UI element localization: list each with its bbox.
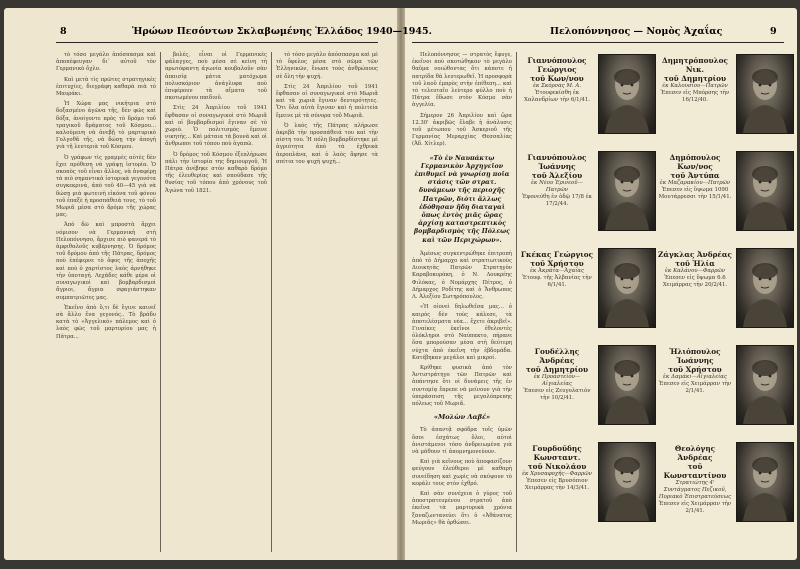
fallen-entry-text bbox=[658, 347, 732, 395]
paragraph: Ἀμέσως συγκεντρώθηκε ἐπιτροπὴ ἀπὸ τὸ Δήμαρχο καὶ στρατιωτικοὺς Διοικητὰς Πατρῶν Στρατηγὸν Καραβοκυράκη, ὁ Ν. Λουκρέης Φιλόκας, ὁ Νομάρχης Πέτρος, ὁ Δήμαρχος Ροδίτης καὶ ὁ Ἄνθρωπος Λ. Ἀλεξίου Σωτηρόπουλος. bbox=[412, 250, 512, 301]
fallen-parent: τοῦ Ἀντύπα bbox=[670, 171, 720, 180]
book-spine bbox=[397, 8, 405, 560]
right-header-rule bbox=[412, 42, 784, 43]
left-page-number: 8 bbox=[60, 26, 67, 37]
fallen-entry bbox=[658, 440, 794, 524]
fallen-parent: τοῦ Χρήστου bbox=[668, 365, 722, 374]
fallen-origin: ἐκ Ἀκράτα—Ἀχαΐας bbox=[530, 268, 584, 274]
soldier-portrait-photo bbox=[736, 151, 794, 231]
fallen-name: Δημητρόπουλος Νικ. bbox=[662, 56, 728, 74]
fallen-origin: ἐκ Δαμάκι—Αἰγιαλείας bbox=[663, 374, 727, 380]
portrait-silhouette-icon bbox=[737, 55, 793, 133]
fallen-entry-text bbox=[520, 347, 594, 402]
paragraph: Ἀπὸ δῶ καὶ μπροστὰ ἄρχει νόμισον νὰ Γερμανικὴ στὴ Πελοπόννησο, ἄρχισε πιὸ φανερά τὸ ἀμφιθαλοῦς κυβέρνησης. Ὁ δρόμος τοῦ δρόμου ἀπὸ τῆς Πάτρας, δρόμος ποὺ ἐπέφερνε τὸ ὄφος τῆς ἀποχῆς καὶ ποὺ ὁ χαρτὶστος λαὸς ἀρνήθηκε τὴν ὑποταγή. Λεχάδες κάθε μέρα οἱ συναγωγικοὶ καὶ βομβαρδισμοὶ ἄγριοι, ἄγρια σφαγιάστηκαν συμπατριῶτες μας. bbox=[56, 222, 156, 301]
portrait-silhouette-icon bbox=[599, 249, 655, 327]
fallen-entry-text bbox=[658, 153, 732, 201]
right-article-column bbox=[412, 52, 512, 530]
fallen-origin: ἐκ Καλάνου—Φαρρῶν bbox=[664, 268, 726, 274]
fallen-died: Ἐτουφ. τῆς Ἀλβανίας τὴν 6/1/41. bbox=[522, 275, 592, 288]
left-column-1 bbox=[56, 52, 156, 344]
fallen-died: Ἐπεσεν εἰς Ζευγολατιὸν τὴν 10/2/41. bbox=[523, 388, 591, 401]
fallen-name: Γκέκας Γεώργιος bbox=[520, 250, 594, 259]
fallen-name: Θεολόγης Ἀνδρέας bbox=[674, 444, 716, 462]
fallen-parent: τοῦ Δημητρίου bbox=[525, 365, 589, 374]
paragraph: Καὶ γιὰ κεῖνους ποὺ ἀποφασίζουν φεύγουν ἐλεύθεροι μὲ καθαρὴ συνείδηση καὶ χωρὶς νὰ σκύψουν τὸ κεφάλι τους στὸν ἐχθρό. bbox=[412, 459, 512, 487]
fallen-died: Ἐφονεύθη ἐν ὁδῷ 17/8 ἐκ 17/2/44. bbox=[522, 194, 592, 207]
right-header-title: Πελοπόννησος — Νομὸς Ἀχαΐας bbox=[550, 26, 723, 37]
soldier-portrait-photo bbox=[736, 442, 794, 522]
soldier-portrait-photo bbox=[736, 248, 794, 328]
fallen-parent: τοῦ Ἠλία bbox=[675, 259, 715, 268]
paragraph: Ἡ Χώρα μας νικήτρια στὸ δοξασμένο ἀγῶνα τῆς, δὲν φῶς καὶ δόξα, ἀνοίγοντε πρὸς τὸ δρόμο τοῦ τραγικοῦ δράματος τοῦ Κόσμου... καλούμενη νὰ ἀνεβῇ τὸ μαρτυρικὸ Γολγοθᾶ τῆς, νὰ δώσῃ τὴν ἀπογὴ γιὰ τῆ λευτεριὰ τοῦ Κόσμου. bbox=[56, 101, 156, 151]
soldier-portrait-photo bbox=[598, 345, 656, 425]
fallen-entry-text bbox=[520, 444, 594, 492]
paragraph: Πελοπόννησος — στρατὸς ἔφυγε, ἐκεῖνοι ποὺ σκοτώθηκαν τὸ μεγάλο θαῦμα νοιώθοντας ὅτι κάποτε ἡ πατρίδα θὰ λευτερωθεῖ. Ἡ προσφορὰ τοῦ λαοῦ ἐμπρὸς στὴν ἐπίθεση... καὶ τὸ τελευταῖο λεύτερο φύλλο ποὺ ἡ Πάτρα ἔδωσε στὸν Κόσμο σὰν ἀγγελία. bbox=[412, 52, 512, 109]
portrait-silhouette-icon bbox=[599, 55, 655, 133]
fallen-parent: τοῦ Ἀλεξίου bbox=[531, 171, 583, 180]
paragraph: Κρίθηκε φυσικὰ ἀπὸ τὸν Ἀντιστράτηγο τῶν Πατρῶν καὶ ἀπάντησε ὅτι οἱ δυνάμεις τῆς ἐν συντομίᾳ ἔπρεπε νὰ μείνουν γιὰ τὴν ὑπεράσπιση τῆς μεγαλόπρεπης πόλεως τοῦ Μωριᾶ. bbox=[412, 364, 512, 407]
soldier-portrait-photo bbox=[736, 54, 794, 134]
fallen-died: Ἐπεσεν εἰς ὕψωμα 6.6 Χειμάρρας τὴν 20/2/41. bbox=[662, 275, 728, 288]
paragraph: Καὶ σὰν συνέχεια ὁ γύρος τοῦ ἀποστρατευμένου στρατοῦ ἀπὸ ἐκεῖνα τὰ μαρτυρικὰ χρόνια ξαναζωντανεύει ὅτι ὁ «Ἀθάνατος Μωριᾶς» θὰ ὀρθώσει. bbox=[412, 490, 512, 526]
soldier-portrait-photo bbox=[598, 442, 656, 522]
fallen-entry-text bbox=[658, 56, 732, 104]
column-divider bbox=[160, 52, 161, 552]
soldier-portrait-photo bbox=[736, 345, 794, 425]
fallen-died: Ἐπεσεν εἰς Βρυσόπιον Χειμάρρας τὴν 14/3/41. bbox=[524, 478, 590, 491]
portrait-silhouette-icon bbox=[737, 249, 793, 327]
fallen-entry-text bbox=[520, 56, 594, 104]
left-header-rule bbox=[56, 42, 378, 43]
fallen-died: Ἐπεσεν εἰς Χειμάρραν τὴν 2/1/41. bbox=[658, 501, 732, 514]
fallen-origin: ἐκ Καλουσίου—Πατρῶν bbox=[662, 83, 728, 89]
column-divider bbox=[516, 52, 517, 552]
fallen-entry bbox=[520, 246, 656, 330]
fallen-died: Ἐπεσεν εἰς ὕψωμα 1090 Μουτάρρεσσι τὴν 15/1/41. bbox=[658, 187, 732, 200]
fallen-died: Ἐτουφεκίσθη ἐκ Χαλανδρίων τὴν 6/1/41. bbox=[524, 90, 590, 103]
fallen-origin: ἐκ Σκόρνας Μ. Α. bbox=[532, 83, 582, 89]
fallen-name: Δημόπουλος Κων/νος bbox=[669, 153, 721, 171]
fallen-entry bbox=[520, 149, 656, 233]
fallen-name: Γιαννόπουλος Ἰωάννης bbox=[527, 153, 587, 171]
fallen-entry bbox=[520, 52, 656, 136]
fallen-entry-text bbox=[520, 153, 594, 208]
paragraph: Ὁ λαὸς τῆς Πάτρας πλήρωσε ἀκριβὰ τὴν προσπάθειά του καὶ τὴν πίστη του. Ἡ πόλη βομβαρδίστηκε μὲ ἀγριότητα ἀπὸ τὰ ἐχθρικὰ ἀεροπλάνα, καὶ ὁ λαὸς ἄφησε τὰ σπίτια του ψυχὴ ψυχή... bbox=[276, 122, 378, 165]
paragraph: τὸ τόσο μεγάλο ἀπόσπασμα καὶ ἀποπέφευγαν δι᾽ αὐτοῦ τὸν Γερμανικὸ ὄχλο. bbox=[56, 52, 156, 73]
portrait-silhouette-icon bbox=[737, 443, 793, 521]
fallen-died: Ἐπεσεν εἰς Χειμάρραν τὴν 2/1/41. bbox=[658, 381, 732, 394]
fallen-entry bbox=[658, 149, 794, 233]
fallen-parent: τοῦ Κων/νου bbox=[530, 74, 584, 83]
paragraph: «Ἡ οἰονεὶ δηλωθεῖσα μας... ὁ καιρὸς δὲν τοὺς κάλεσε, τὰ ἀποτελέσματα νέα... ἔχετε ἀκριβεῖ». Γιναίκες ἐκεῖνοι ἐθελοντὲς ὀλόκληροι στὸ Ναύπακτο, πήρανε ὅσα μπορούσαν μέσα στὴ δεύτερη νύχτα ἀπὸ ἐκεῖνη τὴν ἐβδομάδα. Κατέβηκαν μεγάλοι καὶ μικροί. bbox=[412, 304, 512, 361]
fallen-name: Ζάγκλας Ἀνδρέας bbox=[658, 250, 732, 259]
right-page-number: 9 bbox=[770, 26, 777, 37]
left-column-3 bbox=[276, 52, 378, 169]
paragraph: βολές, εἶναι οἱ Γερμανικὲς φάλαγγες, ποὺ μέσα σὲ κείνη τὴ πρωτόφαντη ἀγωνία κουβαλοῦν σὰν ἀπαισίᾳ μάτια ματόχωμα πολυσκόριον ἀνάγλυφα ποὺ ἐπιφέρουν τὰ αἵματα τοῦ σκοτωμένου παιδιοῦ. bbox=[165, 52, 267, 102]
paragraph: Ἐκεῖνο ἀπὸ ὅ,τι δὲ ἔγινε καινεῖ σὰ ἄλλο ἕνα γεγονός.. Τὸ βράδυ κατὰ τὸ «Ἀγγελικὸ» πάλεμος καὶ ὁ λαὸς φῶς τοῦ μαρτυρίου μας ἡ Πάτρα... bbox=[56, 304, 156, 340]
soldier-portrait-photo bbox=[598, 54, 656, 134]
fallen-name: Ἠλιόπουλος Ἰωάννης bbox=[669, 347, 721, 365]
paragraph: τὸ τόσο μεγάλο ἀπόσπασμα καὶ μὲ τὸ ὄφελος μέσα στὸ σῶμα τῶν Ἑλληνικῶν, ἔνωσε τοὺς ἀνθρώπους σὲ ὅλη τὴν ψυχή. bbox=[276, 52, 378, 80]
molon-labe-heading: «Μολὼν Λαβέ» bbox=[433, 413, 491, 422]
fallen-name: Γιαννόπουλος Γεώργιος bbox=[527, 56, 587, 74]
portrait-silhouette-icon bbox=[599, 346, 655, 424]
fallen-name: Γουδέλλης Ἀνδρέας bbox=[534, 347, 580, 365]
soldier-portrait-photo bbox=[598, 248, 656, 328]
fallen-parent: τοῦ Κωνσταντίνου bbox=[663, 462, 727, 480]
paragraph: Τὸ ἀπαντᾷ σφόδρα τοῖς ὑμῶν ὅσοι ἐσχάτως ὅλοι, αὐτοὶ ἀνιστάμενοι τόσο ἀνδρειωμένα γιὰ νὰ μάθουν τί ἀπομνημονεύουν. bbox=[412, 427, 512, 455]
german-ultimatum-quote: «Τὸ ἐν Ναυπάκτῳ Γερμανικὸν Ἀρχηγεῖον ἐπιθυμεῖ νὰ γνωρίσῃ ποῖα στάσις τῶν στρατ. δυνάμεων τῆς περιοχῆς Πατρῶν, διότι ἄλλως ἐδόθησαν ἤδη διαταγαὶ ὅπως ἐντὸς μιᾶς ὥρας ἀρχίσῃ καταστρεπτικὸς βομβαρδισμὸς τῆς Πόλεως καὶ τῶν Περιχώρων». bbox=[414, 154, 510, 244]
fallen-origin: Στρατιώτης 4' Συντάγματος Πεζικοῦ, Ποριακὸ Ἐπιστρατεύσεως bbox=[658, 480, 732, 500]
fallen-entry-text bbox=[520, 250, 594, 289]
fallen-entry bbox=[658, 343, 794, 427]
paragraph: Ὁ γράφων τὶς γραμμὲς αὐτὲς δὲν ἔχει πρόθεση νὰ γράψῃ ἱστορία. Ὁ σκοπὸς τοῦ εἶναι ἄλλος, νὰ ἀναφέρῃ τὰ πιὸ σημαντικὰ ἱστορικὰ γεγονότα συγκεκρινά, ἀπὸ τοῦ 40—45 γιὰ νὰ δώσῃ μιὰ φωτεινὴ εἰκόνα τοῦ φόνου τοῦ ἐπαξὲ ἡ προσπάθειά τους, τὸ τοῦ Μωριᾶ μέσα στὸ δρόμο τῆς χώρας μας. bbox=[56, 154, 156, 219]
portrait-silhouette-icon bbox=[737, 346, 793, 424]
fallen-origin: ἐκ Χρυσαφοχῆς—Φαρρῶν bbox=[522, 471, 592, 477]
fallen-parent: τοῦ Νικολάου bbox=[527, 462, 587, 471]
soldier-portrait-photo bbox=[598, 151, 656, 231]
fallen-entry bbox=[658, 246, 794, 330]
portrait-silhouette-icon bbox=[599, 152, 655, 230]
paragraph: Σήμερον 26 Ἀπριλίου καὶ ὥρα 12.30' ἀκριβῶς ἔλαβε ἡ ἀνάλυσις τοῦ μέτωπου τοῦ Ἀσκεριοῦ τῆς Γερμανίας Μεραρχίας Θεσσαλίας (Ἀδ. Χίτλερ). bbox=[412, 112, 512, 148]
fallen-origin: ἐκ Νέου Ἐρινεοῦ—Πατρῶν bbox=[531, 180, 583, 193]
paragraph: Ὁ δρόμος τοῦ Κόσμου ἐξεπλήρωσε πάλι τὴν ἱστορία της δημιουργοῦ, Ἡ Πάτρα ἀνέβηκε στὸν καθαρὸ δρόμο τῆς ἐλευθερίας καὶ σπούδασε τῆς θυσίας τοῦ τόπου ἀπὸ χρόνους τοῦ Ἀγώνα τοῦ 1821. bbox=[165, 151, 267, 194]
portrait-silhouette-icon bbox=[737, 152, 793, 230]
fallen-entry bbox=[520, 440, 656, 524]
fallen-died: Ἐπεσεν εἰς Μπόρσης τὴν 16/12/40. bbox=[660, 90, 730, 103]
left-header-title: Ἡρώων Πεσόντων Σκλαβωμένης Ἑλλάδος 1940—1945. bbox=[132, 26, 432, 37]
fallen-entry-text bbox=[658, 444, 732, 515]
paragraph: Στὶς 24 Ἀπριλίου τοῦ 1941 ἔφθασαν οἱ συναγωγικοὶ στὸ Μωριᾶ καὶ οἱ βομβαρδισμοὶ ἔγιναν σὲ τὸ χωριὸ. Ὁ πολιτισμὸς ἔμεινε νικητὴς... Καὶ μάταια τὰ βουνὰ καὶ οἱ ἄνθρωποι τοῦ τόπου ποὺ ἀγαπῶ. bbox=[165, 105, 267, 148]
fallen-origin: ἐκ Μαζαρακίου—Πατρῶν bbox=[659, 180, 731, 186]
fallen-parent: τοῦ Δημητρίου bbox=[663, 74, 727, 83]
column-divider bbox=[271, 52, 272, 552]
paragraph: Καὶ μετὰ τὶς πρῶτες στρατηγικὲς ἐπιτυχίες, διεγράφη καθαρὰ πιὰ τὸ Μαυράκι. bbox=[56, 76, 156, 98]
fallen-origin: ἐκ Προαστείου—Αἰγιαλείας bbox=[533, 374, 581, 387]
fallen-entry bbox=[520, 343, 656, 427]
portrait-silhouette-icon bbox=[599, 443, 655, 521]
fallen-parent: τοῦ Χρήστου bbox=[530, 259, 584, 268]
fallen-entry-text bbox=[658, 250, 732, 289]
fallen-name: Γουρδοῦδης Κωνσταντ. bbox=[532, 444, 582, 462]
fallen-entry bbox=[658, 52, 794, 136]
left-column-2 bbox=[165, 52, 267, 198]
paragraph: Στὶς 24 Ἀπριλίου τοῦ 1941 ἔφθασαν οἱ συναγωγικοὶ στὸ Μωριᾶ καὶ τὰ χωριὰ ἔγιναν δευτερότητες. Ὅτι ὅλα αὐτὰ ἔγιναν καὶ ἡ πολιτεία ἔμεινε μὲ τὰ σύνορα τοῦ Μωριᾶ. bbox=[276, 83, 378, 119]
